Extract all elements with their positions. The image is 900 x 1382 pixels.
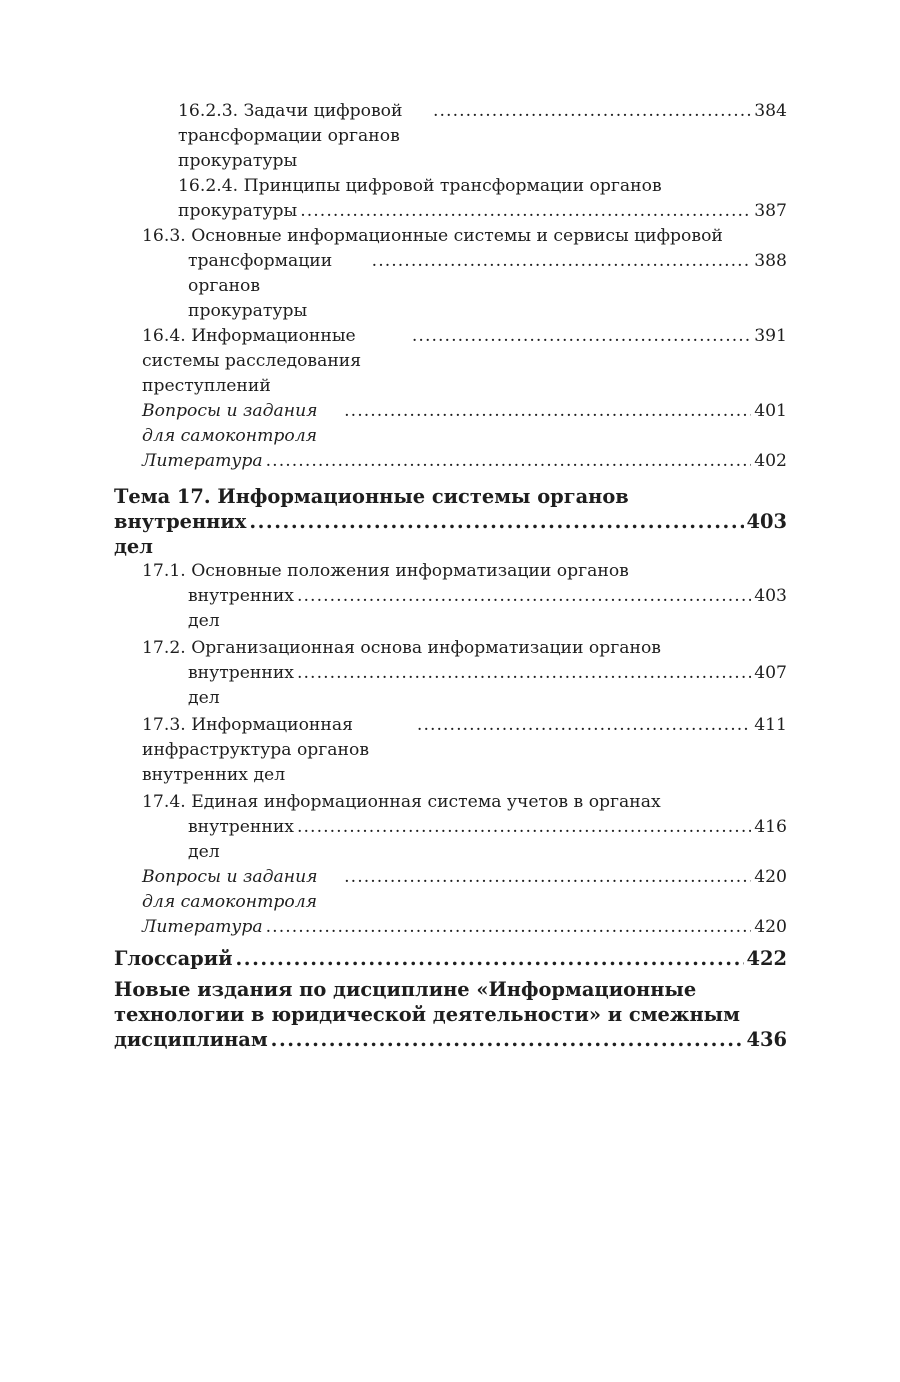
toc-entry-title: 17.2. Организационная основа информатизации органов (142, 638, 661, 658)
dot-leader (266, 915, 752, 940)
toc-chapter-title: Тема 17. Информационные системы органов (114, 485, 629, 508)
toc-entry-page: 387 (754, 201, 787, 221)
dot-leader (344, 399, 751, 424)
toc-entry-page: 388 (754, 251, 787, 271)
toc-entry-title-cont: трансформации органов прокуратуры (188, 251, 333, 321)
dot-leader (300, 199, 751, 224)
toc-entry-title: 16.2.4. Принципы цифровой трансформации органов (178, 176, 662, 196)
toc-entry-17-2[interactable] (142, 636, 787, 711)
dot-leader (417, 713, 751, 738)
toc-entry-17-1[interactable] (142, 559, 787, 634)
dot-leader (297, 584, 751, 609)
dot-leader (433, 99, 751, 124)
toc-entry-title: 17.4. Единая информационная система учетов в органах (142, 792, 661, 812)
toc-entry-title: 17.3. Информационная инфраструктура органов внутренних дел (142, 715, 370, 785)
toc-entry-title: 16.2.3. Задачи цифровой трансформации органов прокуратуры (178, 101, 403, 171)
toc-chapter-page: 422 (746, 947, 787, 970)
dot-leader (266, 449, 752, 474)
toc-entry-title: Литература (142, 917, 263, 937)
toc-entry-page: 416 (754, 817, 787, 837)
toc-entry-page: 402 (754, 451, 787, 471)
toc-entry-title: Литература (142, 451, 263, 471)
dot-leader (249, 509, 743, 534)
toc-entry-title: Вопросы и задания для самоконтроля (142, 867, 318, 912)
toc-entry-17-3[interactable] (142, 713, 787, 788)
toc-entry-literature-17[interactable] (142, 915, 787, 940)
toc-entry-page: 401 (754, 401, 787, 421)
toc-chapter-title-cont: дисциплинам (114, 1028, 268, 1051)
toc-chapter-title: Новые издания по дисциплине «Информационные (114, 978, 697, 1001)
toc-chapter-title-cont: внутренних дел (114, 510, 247, 558)
toc-entry-self-check-17[interactable] (142, 865, 787, 915)
toc-glossary[interactable] (114, 946, 787, 971)
toc-entry-title: 16.4. Информационные системы расследования преступлений (142, 326, 362, 396)
dot-leader (297, 661, 751, 686)
toc-entry-literature-16[interactable] (142, 449, 787, 474)
toc-chapter-title-cont: технологии в юридической деятельности» и смежным (114, 1003, 740, 1026)
toc-entry-title: 16.3. Основные информационные системы и сервисы цифровой (142, 226, 723, 246)
toc-entry-title-cont: внутренних дел (188, 586, 294, 631)
toc-entry-16-2-3[interactable] (178, 99, 787, 174)
toc-entry-title-cont: внутренних дел (188, 817, 294, 862)
toc-entry-page: 391 (754, 326, 787, 346)
toc-entry-16-3[interactable] (142, 224, 787, 324)
toc-entry-page: 411 (754, 715, 787, 735)
toc-entry-page: 403 (754, 586, 787, 606)
toc-entry-16-2-4[interactable] (178, 174, 787, 224)
dot-leader (297, 815, 751, 840)
dot-leader (236, 946, 744, 971)
dot-leader (372, 249, 752, 274)
toc-entry-title-cont: внутренних дел (188, 663, 294, 708)
toc-entry-title: 17.1. Основные положения информатизации органов (142, 561, 629, 581)
toc-entry-page: 420 (754, 917, 787, 937)
toc-entry-self-check-16[interactable] (142, 399, 787, 449)
toc-entry-16-4[interactable] (142, 324, 787, 399)
toc-entry-page: 420 (754, 867, 787, 887)
toc-new-editions[interactable] (114, 977, 787, 1052)
toc-entry-page: 384 (754, 101, 787, 121)
dot-leader (344, 865, 751, 890)
toc-chapter-title: Глоссарий (114, 947, 233, 970)
toc-entry-17-4[interactable] (142, 790, 787, 865)
toc-chapter-page: 436 (746, 1028, 787, 1051)
toc-chapter-17[interactable] (114, 484, 787, 559)
dot-leader (271, 1027, 744, 1052)
toc-chapter-page: 403 (746, 510, 787, 533)
toc-entry-title-cont: прокуратуры (178, 201, 298, 221)
toc-entry-page: 407 (754, 663, 787, 683)
toc-entry-title: Вопросы и задания для самоконтроля (142, 401, 318, 446)
dot-leader (412, 324, 751, 349)
table-of-contents (114, 99, 787, 1052)
